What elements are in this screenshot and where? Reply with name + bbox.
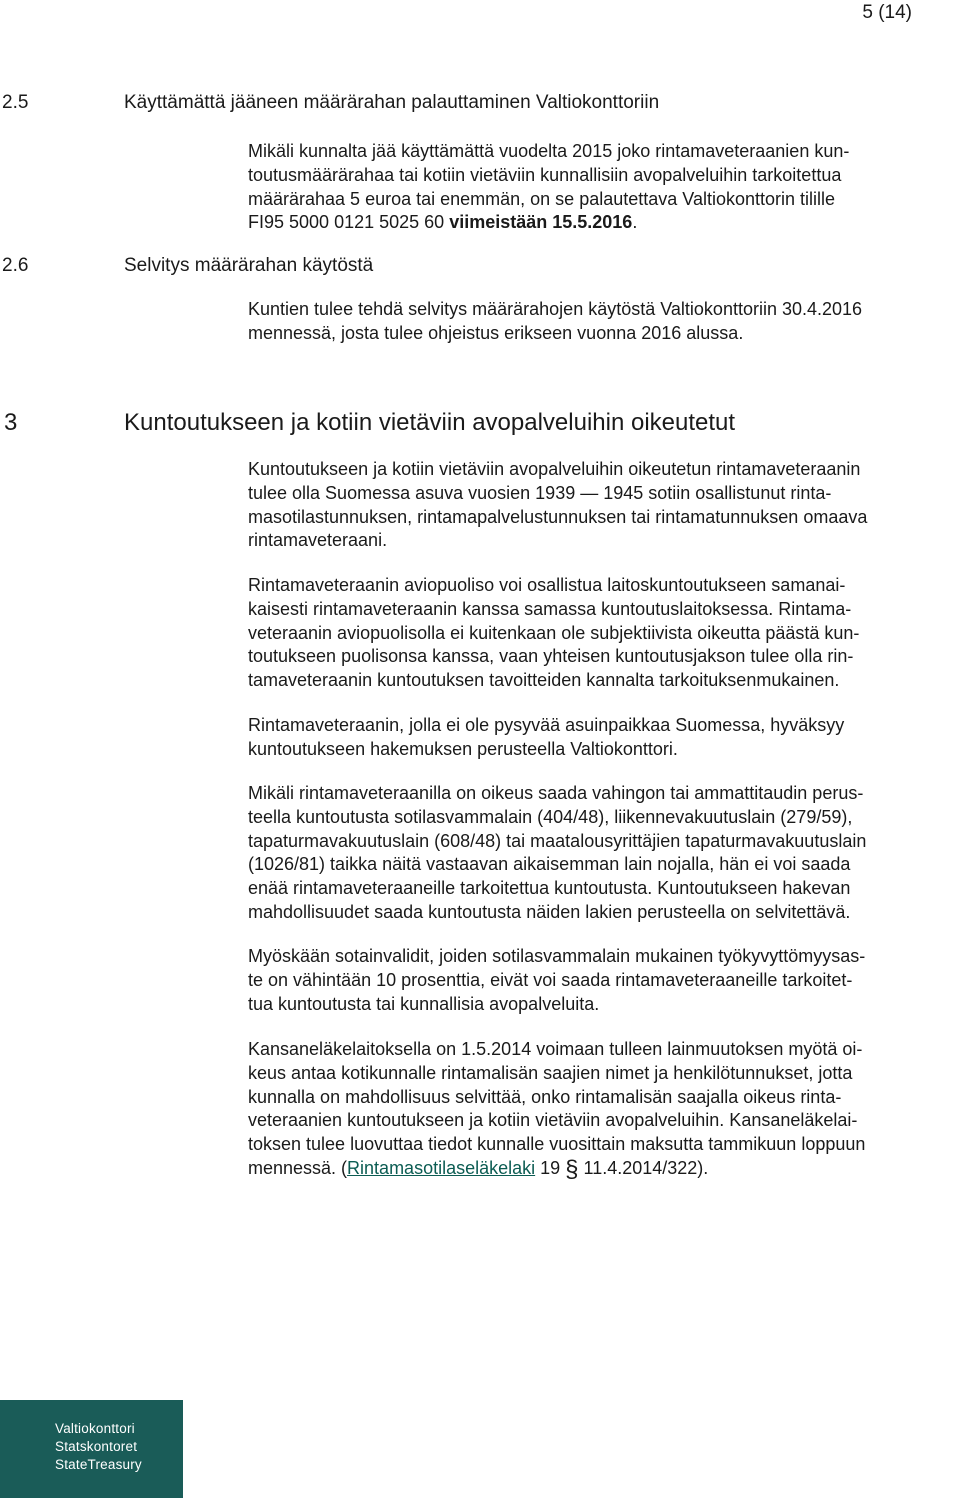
deadline-bold: viimeistään 15.5.2016 (449, 212, 633, 233)
text-fragment: 11.4.2014/322). (578, 1157, 709, 1178)
period: . (632, 212, 638, 233)
section-title: Selvitys määrärahan käytöstä (124, 255, 374, 276)
text-line: Rintamaveteraanin, jolla ei ole pysyvää asuinpaikkaa Suomessa, hyväksyy (248, 715, 845, 735)
text-line: te on vähintään 10 prosenttia, eivät voi saada rintamaveteraaneille tarkoitet- (248, 969, 853, 990)
text-line (248, 211, 960, 235)
page-number: 5 (14) (862, 2, 912, 23)
paragraph-kela (248, 1038, 960, 1181)
text-line: Mikäli rintamaveteraanilla on oikeus saada vahingon tai ammattitaudin perus- (248, 783, 864, 803)
text-line: mahdollisuudet saada kuntoutusta näiden lakien perusteella on selvitettävä. (248, 901, 851, 922)
text-line (248, 1157, 960, 1181)
text-line: toutukseen puolisonsa kanssa, vaan yhteisen kuntoutusjakson tulee olla rin- (248, 646, 854, 667)
text-line: toksen tulee luovuttaa tiedot kunnalle vuosittain maksutta tammikuun loppuun (248, 1134, 866, 1155)
paragraph-war-invalids (248, 945, 960, 1016)
text-line: kuntoutukseen hakemuksen perusteella Valtiokonttori. (248, 738, 678, 759)
paragraph-other-laws (248, 782, 960, 925)
text-fragment: mennessä. ( (248, 1157, 348, 1178)
paragraph-unused-funds (248, 140, 960, 235)
text-line: määrärahaa 5 euroa tai enemmän, on se palautettava Valtiokonttorin tilille (248, 188, 836, 209)
text-line: (1026/81) taikka näitä vastaavan aikaisemman lain nojalla, hän ei voi saada (248, 854, 851, 875)
text-line: Kansaneläkelaitoksella on 1.5.2014 voimaan tulleen lainmuutoksen myötä oi- (248, 1039, 863, 1059)
text-line: mennessä, josta tulee ohjeistus erikseen vuonna 2016 alussa. (248, 322, 744, 343)
text-line: Kuntien tulee tehdä selvitys määrärahojen käytöstä Valtiokonttoriin 30.4.2016 (248, 299, 863, 319)
section-number: 3 (4, 409, 18, 436)
logo-line: Valtiokonttori (55, 1421, 135, 1436)
text-line: kunnalla on mahdollisuus selvittää, onko rintamalisän saajalla oikeus rinta- (248, 1086, 842, 1107)
text-line: tamaveteraanin kuntoutuksen tavoitteiden kannalta tarkoituksenmukainen. (248, 670, 840, 691)
logo-line: StateTreasury (55, 1457, 142, 1472)
section-number: 2.5 (2, 92, 29, 113)
text-line: tua kuntoutusta tai kunnallisia avopalveluita. (248, 993, 600, 1014)
text-line: keus antaa kotikunnalle rintamalisän saajien nimet ja henkilötunnukset, jotta (248, 1062, 853, 1083)
text-line: veteraanien kuntoutukseen ja kotiin vietäviin avopalveluihin. Kansaneläkelai- (248, 1110, 858, 1131)
section-sign: § (565, 1155, 579, 1183)
text-fragment: 19 (535, 1157, 566, 1178)
text-line: Kuntoutukseen ja kotiin vietäviin avopalveluihin oikeutetun rintamaveteraanin (248, 459, 861, 479)
paragraph-report (248, 298, 960, 346)
section-title: Kuntoutukseen ja kotiin vietäviin avopalveluihin oikeutetut (124, 409, 736, 436)
text-line: tapaturmavakuutuslain (608/48) tai maatalousyrittäjien tapaturmavakuutuslain (248, 830, 867, 851)
section-title: Käyttämättä jääneen määrärahan palauttaminen Valtiokonttoriin (124, 92, 660, 113)
account-number: FI95 5000 0121 5025 60 (248, 212, 450, 233)
text-line: veteraanin aviopuolisolla ei kuitenkaan ole subjektiivista oikeutta päästä kun- (248, 622, 860, 643)
paragraph-spouse (248, 574, 960, 693)
text-line: Myöskään sotainvalidit, joiden sotilasvammalain mukainen työkyvyttömyysas- (248, 946, 866, 966)
paragraph-abroad (248, 714, 960, 762)
text-line: rintamaveteraani. (248, 530, 388, 551)
valtiokonttori-logo (0, 1400, 183, 1498)
text-line: enää rintamaveteraaneille tarkoitettua kuntoutusta. Kuntoutukseen hakevan (248, 878, 851, 899)
text-line: kaisesti rintamaveteraanin kanssa samassa kuntoutuslaitoksessa. Rintama- (248, 598, 852, 619)
text-line: masotilastunnuksen, rintamapalvelustunnuksen tai rintamatunnuksen omaava (248, 506, 868, 527)
text-line: tulee olla Suomessa asuva vuosien 1939 — 1945 sotiin osallistunut rinta- (248, 482, 832, 503)
paragraph-eligibility (248, 458, 960, 553)
text-line: teella kuntoutusta sotilasvammalain (404/48), liikennevakuutuslain (279/59), (248, 806, 853, 827)
law-link[interactable]: Rintamasotilaseläkelaki (347, 1157, 536, 1178)
section-number: 2.6 (2, 255, 29, 276)
text-line: Rintamaveteraanin aviopuoliso voi osallistua laitoskuntoutukseen samanai- (248, 575, 846, 595)
logo-line: Statskontoret (55, 1439, 138, 1454)
text-line: toutusmäärärahaa tai kotiin vietäviin kunnallisiin avopalveluihin tarkoitettua (248, 164, 842, 185)
text-line: Mikäli kunnalta jää käyttämättä vuodelta 2015 joko rintamaveteraanien kun- (248, 141, 850, 161)
